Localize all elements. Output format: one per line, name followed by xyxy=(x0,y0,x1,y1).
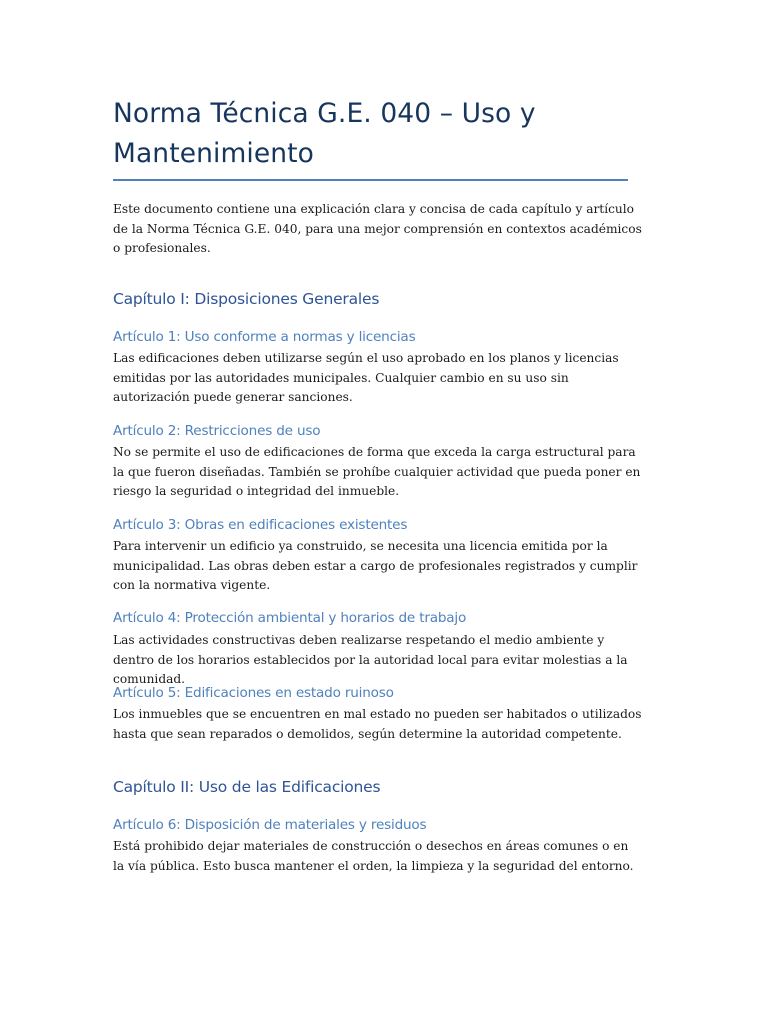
article-5-heading: Artículo 5: Edificaciones en estado ruinoso xyxy=(113,685,394,701)
article-2-text: No se permite el uso de edificaciones de forma que exceda la carga estructural para la que fueron diseñadas. También se prohíbe cualquier actividad que pueda poner en riesgo la seguridad o integridad del inmueble. xyxy=(113,445,641,498)
article-6-text: Está prohibido dejar materiales de construcción o desechos en áreas comunes o en la vía pública. Esto busca mantener el orden, la limpieza y la seguridad del entorno. xyxy=(113,839,634,873)
document-title: Norma Técnica G.E. 040 – Uso y Mantenimiento xyxy=(113,98,536,169)
article-4-heading: Artículo 4: Protección ambiental y horarios de trabajo xyxy=(113,610,467,626)
intro-paragraph: Este documento contiene una explicación clara y concisa de cada capítulo y artículo de la Norma Técnica G.E. 040, para una mejor comprensión en contextos académicos o profesionales. xyxy=(113,202,642,255)
article-5-text: Los inmuebles que se encuentren en mal estado no pueden ser habitados o utilizados hasta que sean reparados o demolidos, según determine la autoridad competente. xyxy=(113,707,642,741)
article-6-heading: Artículo 6: Disposición de materiales y residuos xyxy=(113,817,427,833)
article-2-heading: Artículo 2: Restricciones de uso xyxy=(113,423,321,439)
article-3-text: Para intervenir un edificio ya construido, se necesita una licencia emitida por la municipalidad. Las obras deben estar a cargo de profesionales registrados y cumplir con la normativa vigente. xyxy=(113,539,638,592)
title-underline xyxy=(113,179,628,181)
article-1-text: Las edificaciones deben utilizarse según el uso aprobado en los planos y licencias emitidas por las autoridades municipales. Cualquier cambio en su uso sin autorización puede generar sanciones. xyxy=(113,351,619,404)
chapter-2-heading: Capítulo II: Uso de las Edificaciones xyxy=(113,778,381,796)
article-1-heading: Artículo 1: Uso conforme a normas y licencias xyxy=(113,329,416,345)
article-3-heading: Artículo 3: Obras en edificaciones existentes xyxy=(113,517,408,533)
article-4-text: Las actividades constructivas deben realizarse respetando el medio ambiente y dentro de los horarios establecidos por la autoridad local para evitar molestias a la comunidad. xyxy=(113,633,628,686)
chapter-1-heading: Capítulo I: Disposiciones Generales xyxy=(113,290,380,308)
